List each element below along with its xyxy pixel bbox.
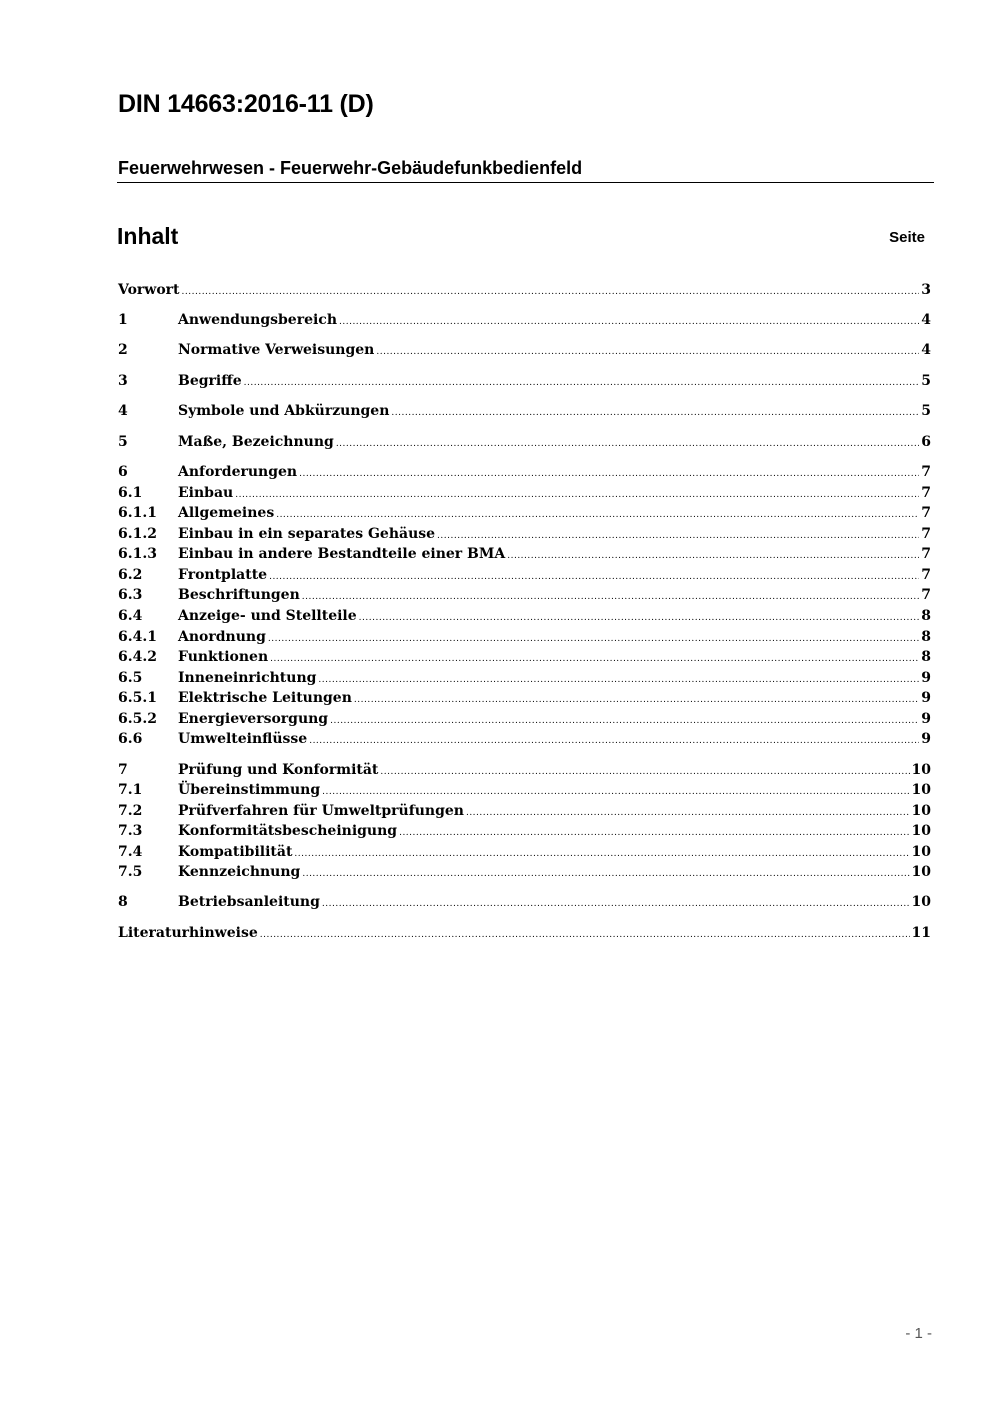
toc-entry-title: Umwelteinflüsse (178, 731, 308, 747)
toc-page-column-label: Seite (889, 229, 925, 246)
toc-entry-number: 6 (118, 464, 128, 480)
toc-entry[interactable] (118, 462, 931, 482)
toc-leader-dots (339, 312, 919, 332)
toc-entry[interactable] (118, 280, 931, 300)
document-subtitle: Feuerwehrwesen - Feuerwehr-Gebäudefunkbedienfeld (118, 158, 583, 178)
toc-entry[interactable] (118, 544, 931, 564)
toc-leader-dots (318, 670, 919, 690)
toc-entry-title: Einbau in andere Bestandteile einer BMA (178, 546, 506, 562)
toc-entry-number: 6.1.2 (118, 526, 157, 542)
toc-entry-page: 8 (921, 649, 931, 665)
toc-entry-number: 6.4.1 (118, 629, 157, 645)
toc-entry[interactable] (118, 503, 931, 523)
toc-entry-page: 7 (921, 567, 931, 583)
toc-entry-title: Funktionen (178, 649, 269, 665)
toc-entry[interactable] (118, 483, 931, 503)
toc-entry-title: Einbau in ein separates Gehäuse (178, 526, 436, 542)
toc-entry-page: 10 (911, 823, 931, 839)
toc-leader-dots (235, 485, 919, 505)
toc-entry-page: 4 (921, 342, 931, 358)
toc-entry-title: Beschriftungen (178, 587, 300, 603)
toc-entry[interactable] (118, 892, 931, 912)
toc-leader-dots (354, 690, 919, 710)
toc-entry-page: 9 (921, 670, 931, 686)
toc-entry-page: 5 (921, 403, 931, 419)
toc-entry-number: 5 (118, 434, 128, 450)
toc-entry[interactable] (118, 729, 931, 749)
toc-leader-dots (437, 526, 919, 546)
header-divider (117, 182, 934, 183)
toc-entry-number: 6.1.1 (118, 505, 157, 521)
toc-entry[interactable] (118, 432, 931, 452)
document-title: DIN 14663:2016-11 (D) (118, 90, 374, 118)
toc-entry-title: Anwendungsbereich (178, 312, 337, 328)
toc-entry[interactable] (118, 842, 931, 862)
toc-entry[interactable] (118, 760, 931, 780)
toc-entry-page: 9 (921, 731, 931, 747)
toc-leader-dots (376, 342, 919, 362)
toc-entry[interactable] (118, 627, 931, 647)
toc-entry-page: 10 (911, 782, 931, 798)
toc-entry-title: Vorwort (118, 282, 180, 298)
toc-entry-page: 11 (911, 925, 931, 941)
toc-entry-number: 7.2 (118, 803, 143, 819)
toc-entry-title: Übereinstimmung (178, 782, 321, 798)
toc-entry-number: 6.5 (118, 670, 143, 686)
toc-entry-page: 7 (921, 485, 931, 501)
toc-leader-dots (322, 782, 909, 802)
toc-entry-title: Kennzeichnung (178, 864, 301, 880)
toc-entry-number: 6.4.2 (118, 649, 157, 665)
toc-leader-dots (302, 587, 920, 607)
toc-leader-dots (380, 762, 909, 782)
toc-entry-title: Literaturhinweise (118, 925, 258, 941)
toc-entry[interactable] (118, 524, 931, 544)
toc-leader-dots (294, 844, 909, 864)
toc-entry[interactable] (118, 585, 931, 605)
toc-entry-title: Begriffe (178, 373, 242, 389)
toc-entry-page: 3 (921, 282, 931, 298)
toc-entry-title: Prüfverfahren für Umweltprüfungen (178, 803, 464, 819)
toc-entry-title: Symbole und Abkürzungen (178, 403, 390, 419)
toc-entry-title: Allgemeines (178, 505, 275, 521)
toc-entry-title: Prüfung und Konformität (178, 762, 379, 778)
toc-entry[interactable] (118, 340, 931, 360)
toc-entry-page: 9 (921, 711, 931, 727)
toc-entry-number: 7.5 (118, 864, 143, 880)
toc-leader-dots (270, 649, 919, 669)
toc-entry-number: 6.5.2 (118, 711, 157, 727)
toc-entry-title: Kompatibilität (178, 844, 293, 860)
toc-entry-number: 6.5.1 (118, 690, 157, 706)
toc-entry-number: 7 (118, 762, 128, 778)
toc-entry[interactable] (118, 821, 931, 841)
toc-leader-dots (302, 864, 909, 884)
toc-entry[interactable] (118, 862, 931, 882)
toc-entry-number: 7.3 (118, 823, 143, 839)
toc-entry-title: Konformitätsbescheinigung (178, 823, 398, 839)
toc-entry-number: 3 (118, 373, 128, 389)
toc-leader-dots (309, 731, 919, 751)
toc-entry[interactable] (118, 780, 931, 800)
toc-entry[interactable] (118, 371, 931, 391)
toc-entry-number: 6.1 (118, 485, 143, 501)
toc-leader-dots (276, 505, 919, 525)
toc-leader-dots (336, 434, 919, 454)
toc-entry-number: 6.3 (118, 587, 143, 603)
toc-entry[interactable] (118, 401, 931, 421)
toc-entry-title: Elektrische Leitungen (178, 690, 352, 706)
toc-entry-number: 7.4 (118, 844, 143, 860)
toc-entry-number: 6.2 (118, 567, 143, 583)
toc-leader-dots (359, 608, 920, 628)
toc-entry-title: Anforderungen (178, 464, 298, 480)
toc-leader-dots (182, 282, 920, 302)
toc-entry-page: 7 (921, 587, 931, 603)
toc-leader-dots (322, 894, 910, 914)
toc-entry-title: Anordnung (178, 629, 266, 645)
toc-entry-number: 6.6 (118, 731, 143, 747)
toc-leader-dots (260, 925, 910, 945)
toc-entry-number: 2 (118, 342, 128, 358)
toc-entry-title: Anzeige- und Stellteile (178, 608, 357, 624)
toc-leader-dots (268, 629, 919, 649)
toc-entry-number: 8 (118, 894, 128, 910)
toc-entry-page: 10 (911, 803, 931, 819)
toc-entry-page: 5 (921, 373, 931, 389)
toc-entry-page: 9 (921, 690, 931, 706)
toc-entry-title: Frontplatte (178, 567, 268, 583)
toc-leader-dots (269, 567, 919, 587)
toc-entry-page: 8 (921, 629, 931, 645)
toc-entry-number: 1 (118, 312, 128, 328)
toc-entry[interactable] (118, 647, 931, 667)
toc-entry[interactable] (118, 709, 931, 729)
toc-entry-title: Betriebsanleitung (178, 894, 320, 910)
toc-entry-page: 6 (921, 434, 931, 450)
toc-entry-page: 4 (921, 312, 931, 328)
toc-entry[interactable] (118, 801, 931, 821)
toc-leader-dots (299, 464, 919, 484)
toc-entry-title: Einbau (178, 485, 234, 501)
toc-entry[interactable] (118, 923, 931, 943)
toc-entry-page: 7 (921, 464, 931, 480)
toc-entry[interactable] (118, 310, 931, 330)
toc-entry-number: 4 (118, 403, 128, 419)
toc-entry-title: Energieversorgung (178, 711, 329, 727)
toc-entry[interactable] (118, 688, 931, 708)
toc-leader-dots (399, 823, 909, 843)
toc-entry[interactable] (118, 565, 931, 585)
toc-heading: Inhalt (117, 223, 179, 249)
toc-leader-dots (391, 403, 919, 423)
page-number: - 1 - (905, 1325, 932, 1342)
toc-entry-number: 6.4 (118, 608, 143, 624)
toc-entry-number: 7.1 (118, 782, 143, 798)
toc-entry-page: 10 (911, 894, 931, 910)
toc-leader-dots (330, 711, 919, 731)
toc-leader-dots (466, 803, 910, 823)
toc-entry-page: 7 (921, 505, 931, 521)
toc-entry-title: Maße, Bezeichnung (178, 434, 334, 450)
toc-entry-page: 7 (921, 546, 931, 562)
toc-entry-page: 10 (911, 844, 931, 860)
toc-entry-page: 8 (921, 608, 931, 624)
toc-entry-page: 10 (911, 864, 931, 880)
toc-entry-title: Normative Verweisungen (178, 342, 375, 358)
toc-entry-title: Inneneinrichtung (178, 670, 317, 686)
toc-entry[interactable] (118, 606, 931, 626)
toc-entry[interactable] (118, 668, 931, 688)
toc-leader-dots (507, 546, 919, 566)
toc-entry-page: 10 (911, 762, 931, 778)
toc-entry-page: 7 (921, 526, 931, 542)
toc-entry-number: 6.1.3 (118, 546, 157, 562)
toc-leader-dots (244, 373, 920, 393)
